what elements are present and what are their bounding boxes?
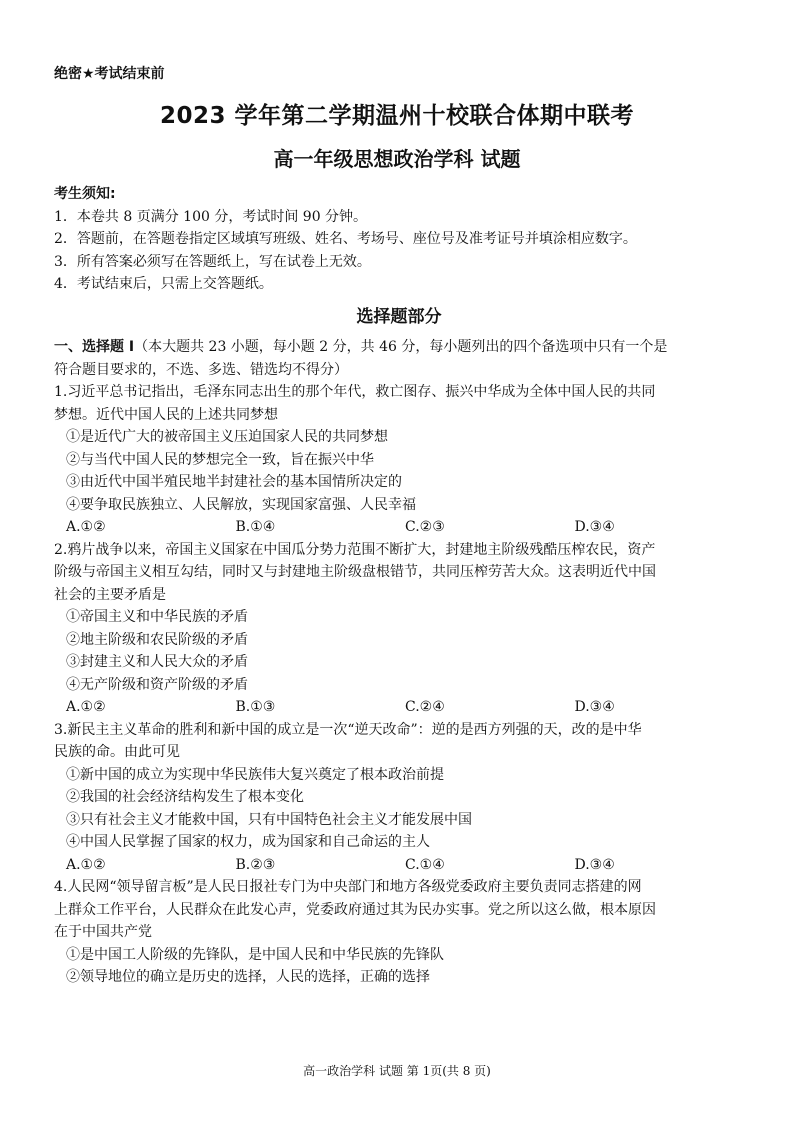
question-stem: 阶级与帝国主义相互勾结，同时又与封建地主阶级盘根错节，共同压榨劳苦大众。这表明近代中国 (54, 564, 656, 580)
exam-title: 2023 学年第二学期温州十校联合体期中联考 (159, 103, 635, 129)
question-stem: 梦想。近代中国人民的上述共同梦想 (54, 406, 278, 423)
answer-choices (54, 696, 744, 719)
page-footer: 高一政治学科 试题 第 1页(共 8 页) (303, 1064, 491, 1078)
question-stem: 民族的命。由此可见 (54, 744, 180, 760)
question-option: ①帝国主义和中华民族的矛盾 (66, 609, 248, 625)
question-option: ②我国的社会经济结构发生了根本变化 (66, 789, 304, 805)
question-stem: 在于中国共产党 (54, 924, 152, 940)
choice-d: D.③④ (574, 519, 615, 535)
question-option: ①新中国的成立为实现中华民族伟大复兴奠定了根本政治前提 (66, 766, 444, 783)
choice-b: B.①③ (235, 699, 276, 715)
question-stem: 上群众工作平台，人民群众在此发心声，党委政府通过其为民办实事。党之所以这么做，根本原因 (54, 901, 656, 918)
choice-d: D.③④ (574, 856, 615, 873)
exam-content (54, 183, 744, 989)
question-stem: 社会的主要矛盾是 (54, 586, 166, 603)
question-option: ④要争取民族独立、人民解放，实现国家富强、人民幸福 (66, 496, 416, 513)
question-option: ②与当代中国人民的梦想完全一致，旨在振兴中华 (66, 451, 374, 468)
part-intro-text-2: 符合题目要求的，不选、多选、错选均不得分） (54, 361, 348, 378)
choice-b: B.②③ (235, 856, 276, 873)
question-4 (54, 876, 744, 989)
exam-subtitle: 高一年级思想政治学科 试题 (273, 147, 521, 171)
question-option: ③封建主义和人民大众的矛盾 (66, 654, 248, 670)
notice-item: 3．所有答案必须写在答题纸上，写在试卷上无效。 (54, 253, 371, 270)
question-option: ②地主阶级和农民阶级的矛盾 (66, 631, 248, 648)
answer-choices (54, 516, 744, 539)
confidential-label: 绝密★考试结束前 (54, 66, 165, 82)
choice-a: A.①② (66, 699, 106, 715)
question-option: ③由近代中国半殖民地半封建社会的基本国情所决定的 (66, 474, 402, 490)
question-stem: 2.鸦片战争以来，帝国主义国家在中国瓜分势力范围不断扩大，封建地主阶级残酷压榨农民，资产 (54, 541, 656, 558)
choice-c: C.②③ (405, 519, 445, 535)
question-option: ④中国人民掌握了国家的权力，成为国家和自己命运的主人 (66, 834, 430, 850)
part-label: 一、选择题 I (54, 339, 135, 355)
question-stem: 4.人民网“领导留言板”是人民日报社专门为中央部门和地方各级党委政府主要负责同志搭建的网 (54, 879, 642, 895)
part-intro (54, 336, 744, 359)
choice-c: C.①④ (405, 856, 445, 873)
part-intro-text: （本大题共 23 小题，每小题 2 分，共 46 分，每小题列出的四个备选项中只有一个是 (134, 339, 668, 355)
question-stem: 1.习近平总书记指出，毛泽东同志出生的那个年代，救亡图存、振兴中华成为全体中国人民的共同 (54, 384, 656, 400)
question-stem: 3.新民主主义革命的胜利和新中国的成立是一次“逆天改命”：逆的是西方列强的天，改的是中华 (54, 721, 642, 738)
question-option: ②领导地位的确立是历史的选择，人民的选择，正确的选择 (66, 969, 430, 985)
choice-a: A.①② (66, 519, 106, 535)
notice-item: 4．考试结束后，只需上交答题纸。 (54, 276, 273, 292)
choice-c: C.②④ (405, 699, 445, 715)
choice-d: D.③④ (574, 699, 615, 715)
question-option: ③只有社会主义才能救中国，只有中国特色社会主义才能发展中国 (66, 811, 472, 828)
notice-item: 2．答题前，在答题卷指定区域填写班级、姓名、考场号、座位号及准考证号并填涂相应数字。 (54, 231, 637, 247)
question-option: ①是近代广大的被帝国主义压迫国家人民的共同梦想 (66, 429, 388, 445)
answer-choices (54, 854, 744, 877)
notice-heading: 考生须知: (54, 186, 116, 202)
question-2 (54, 539, 744, 719)
section-title: 选择题部分 (356, 306, 442, 327)
question-option: ①是中国工人阶级的先锋队，是中国人民和中华民族的先锋队 (66, 946, 444, 963)
question-option: ④无产阶级和资产阶级的矛盾 (66, 676, 248, 693)
choice-b: B.①④ (235, 519, 276, 535)
question-3 (54, 719, 744, 877)
notice-item: 1．本卷共 8 页满分 100 分，考试时间 90 分钟。 (54, 208, 368, 225)
choice-a: A.①② (66, 856, 106, 873)
question-1 (54, 381, 744, 539)
